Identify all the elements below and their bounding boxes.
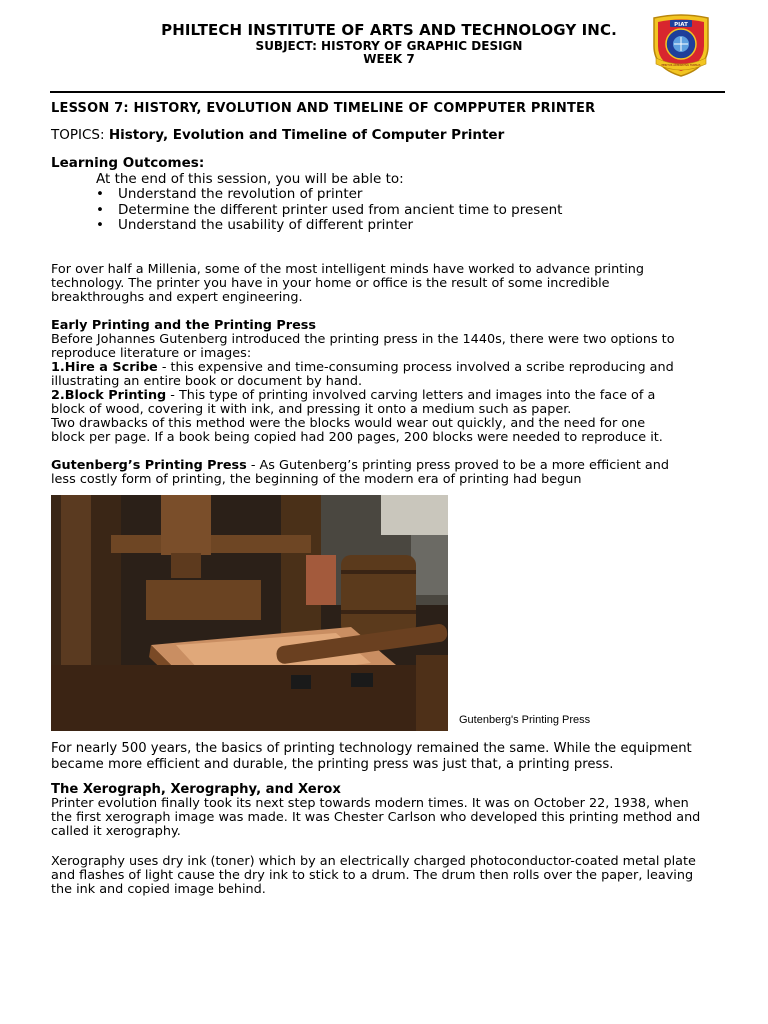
- scribe-label: 1.Hire a Scribe: [51, 360, 158, 375]
- list-item: • Understand the usability of different printer: [96, 217, 414, 233]
- section-heading: The Xerograph, Xerography, and Xerox: [51, 782, 341, 797]
- gutenberg-label: Gutenberg’s Printing Press: [51, 458, 247, 473]
- xerography-section: The Xerograph, Xerography, and Xerox Printer evolution finally took its next step towards modern times. It was on October 22, 1938, when the first xerograph image was made. It was Chester Carlson who developed this printing method and called it xerography.: [51, 782, 701, 839]
- topics-label: TOPICS:: [51, 127, 109, 143]
- bullet-icon: •: [96, 217, 104, 233]
- topics-line: [51, 127, 504, 143]
- early-printing-section: Early Printing and the Printing Press Before Johannes Gutenberg introduced the printing press in the 1440s, there were two options to reproduce literature or images: 1.Hire a Scribe - this expensive and time-consuming process involved a scribe reproducing and illustrating an entire book or document by hand. 2.Block Printing - This type of printing involved carving letters and images into the face of a block of wood, covering it with ink, and pressing it onto a medium such as paper. Two drawbacks of this method were the blocks would wear out quickly, and the need for one block per page. If a book being copied had 200 pages, 200 blocks were needed to reproduce it.: [51, 318, 675, 445]
- learning-outcomes-intro: At the end of this session, you will be able to:: [96, 171, 404, 187]
- section-heading: Early Printing and the Printing Press: [51, 318, 317, 333]
- learning-outcomes-list: [96, 187, 562, 234]
- intro-paragraph: For over half a Millenia, some of the most intelligent minds have worked to advance printing technology. The printer you have in your home or office is the result of some incredible breakthroughs and expert engineering.: [51, 262, 644, 305]
- photo-caption: Gutenberg's Printing Press: [459, 714, 591, 726]
- header-divider: [50, 91, 725, 93]
- school-name: PHILTECH INSTITUTE OF ARTS AND TECHNOLOGY INC.: [161, 21, 617, 39]
- topics-value: History, Evolution and Timeline of Computer Printer: [108, 127, 505, 143]
- subject-line: SUBJECT: HISTORY OF GRAPHIC DESIGN: [255, 39, 523, 53]
- svg-text:PIAT: PIAT: [674, 22, 688, 28]
- bullet-icon: •: [96, 186, 104, 202]
- school-crest-icon: [648, 12, 714, 78]
- learning-outcomes-heading: Learning Outcomes:: [51, 155, 205, 171]
- printing-press-photo: [51, 495, 448, 731]
- list-item: • Determine the different printer used from ancient time to present: [96, 201, 563, 218]
- svg-text:PERITUS ADMIRATIVA HUMILIS: PERITUS ADMIRATIVA HUMILIS: [661, 64, 701, 67]
- list-item: • Understand the revolution of printer: [96, 186, 363, 202]
- xerography-paragraph: Xerography uses dry ink (toner) which by an electrically charged photoconductor-coated metal plate and flashes of light cause the dry ink to stick to a drum. The drum then rolls over the paper, leaving the ink and copied image behind.: [51, 854, 696, 897]
- lesson-title: LESSON 7: HISTORY, EVOLUTION AND TIMELINE OF COMPPUTER PRINTER: [51, 101, 596, 116]
- gutenberg-paragraph: Gutenberg’s Printing Press - As Gutenberg’s printing press proved to be a more efficient and less costly form of printing, the beginning of the modern era of printing had begun: [51, 458, 669, 487]
- nearly-500-years-paragraph: For nearly 500 years, the basics of printing technology remained the same. While the equipment became more efficient and durable, the printing press was just that, a printing press.: [51, 741, 692, 772]
- week-line: WEEK 7: [363, 52, 415, 66]
- block-printing-label: 2.Block Printing: [51, 388, 167, 403]
- bullet-icon: •: [96, 201, 104, 218]
